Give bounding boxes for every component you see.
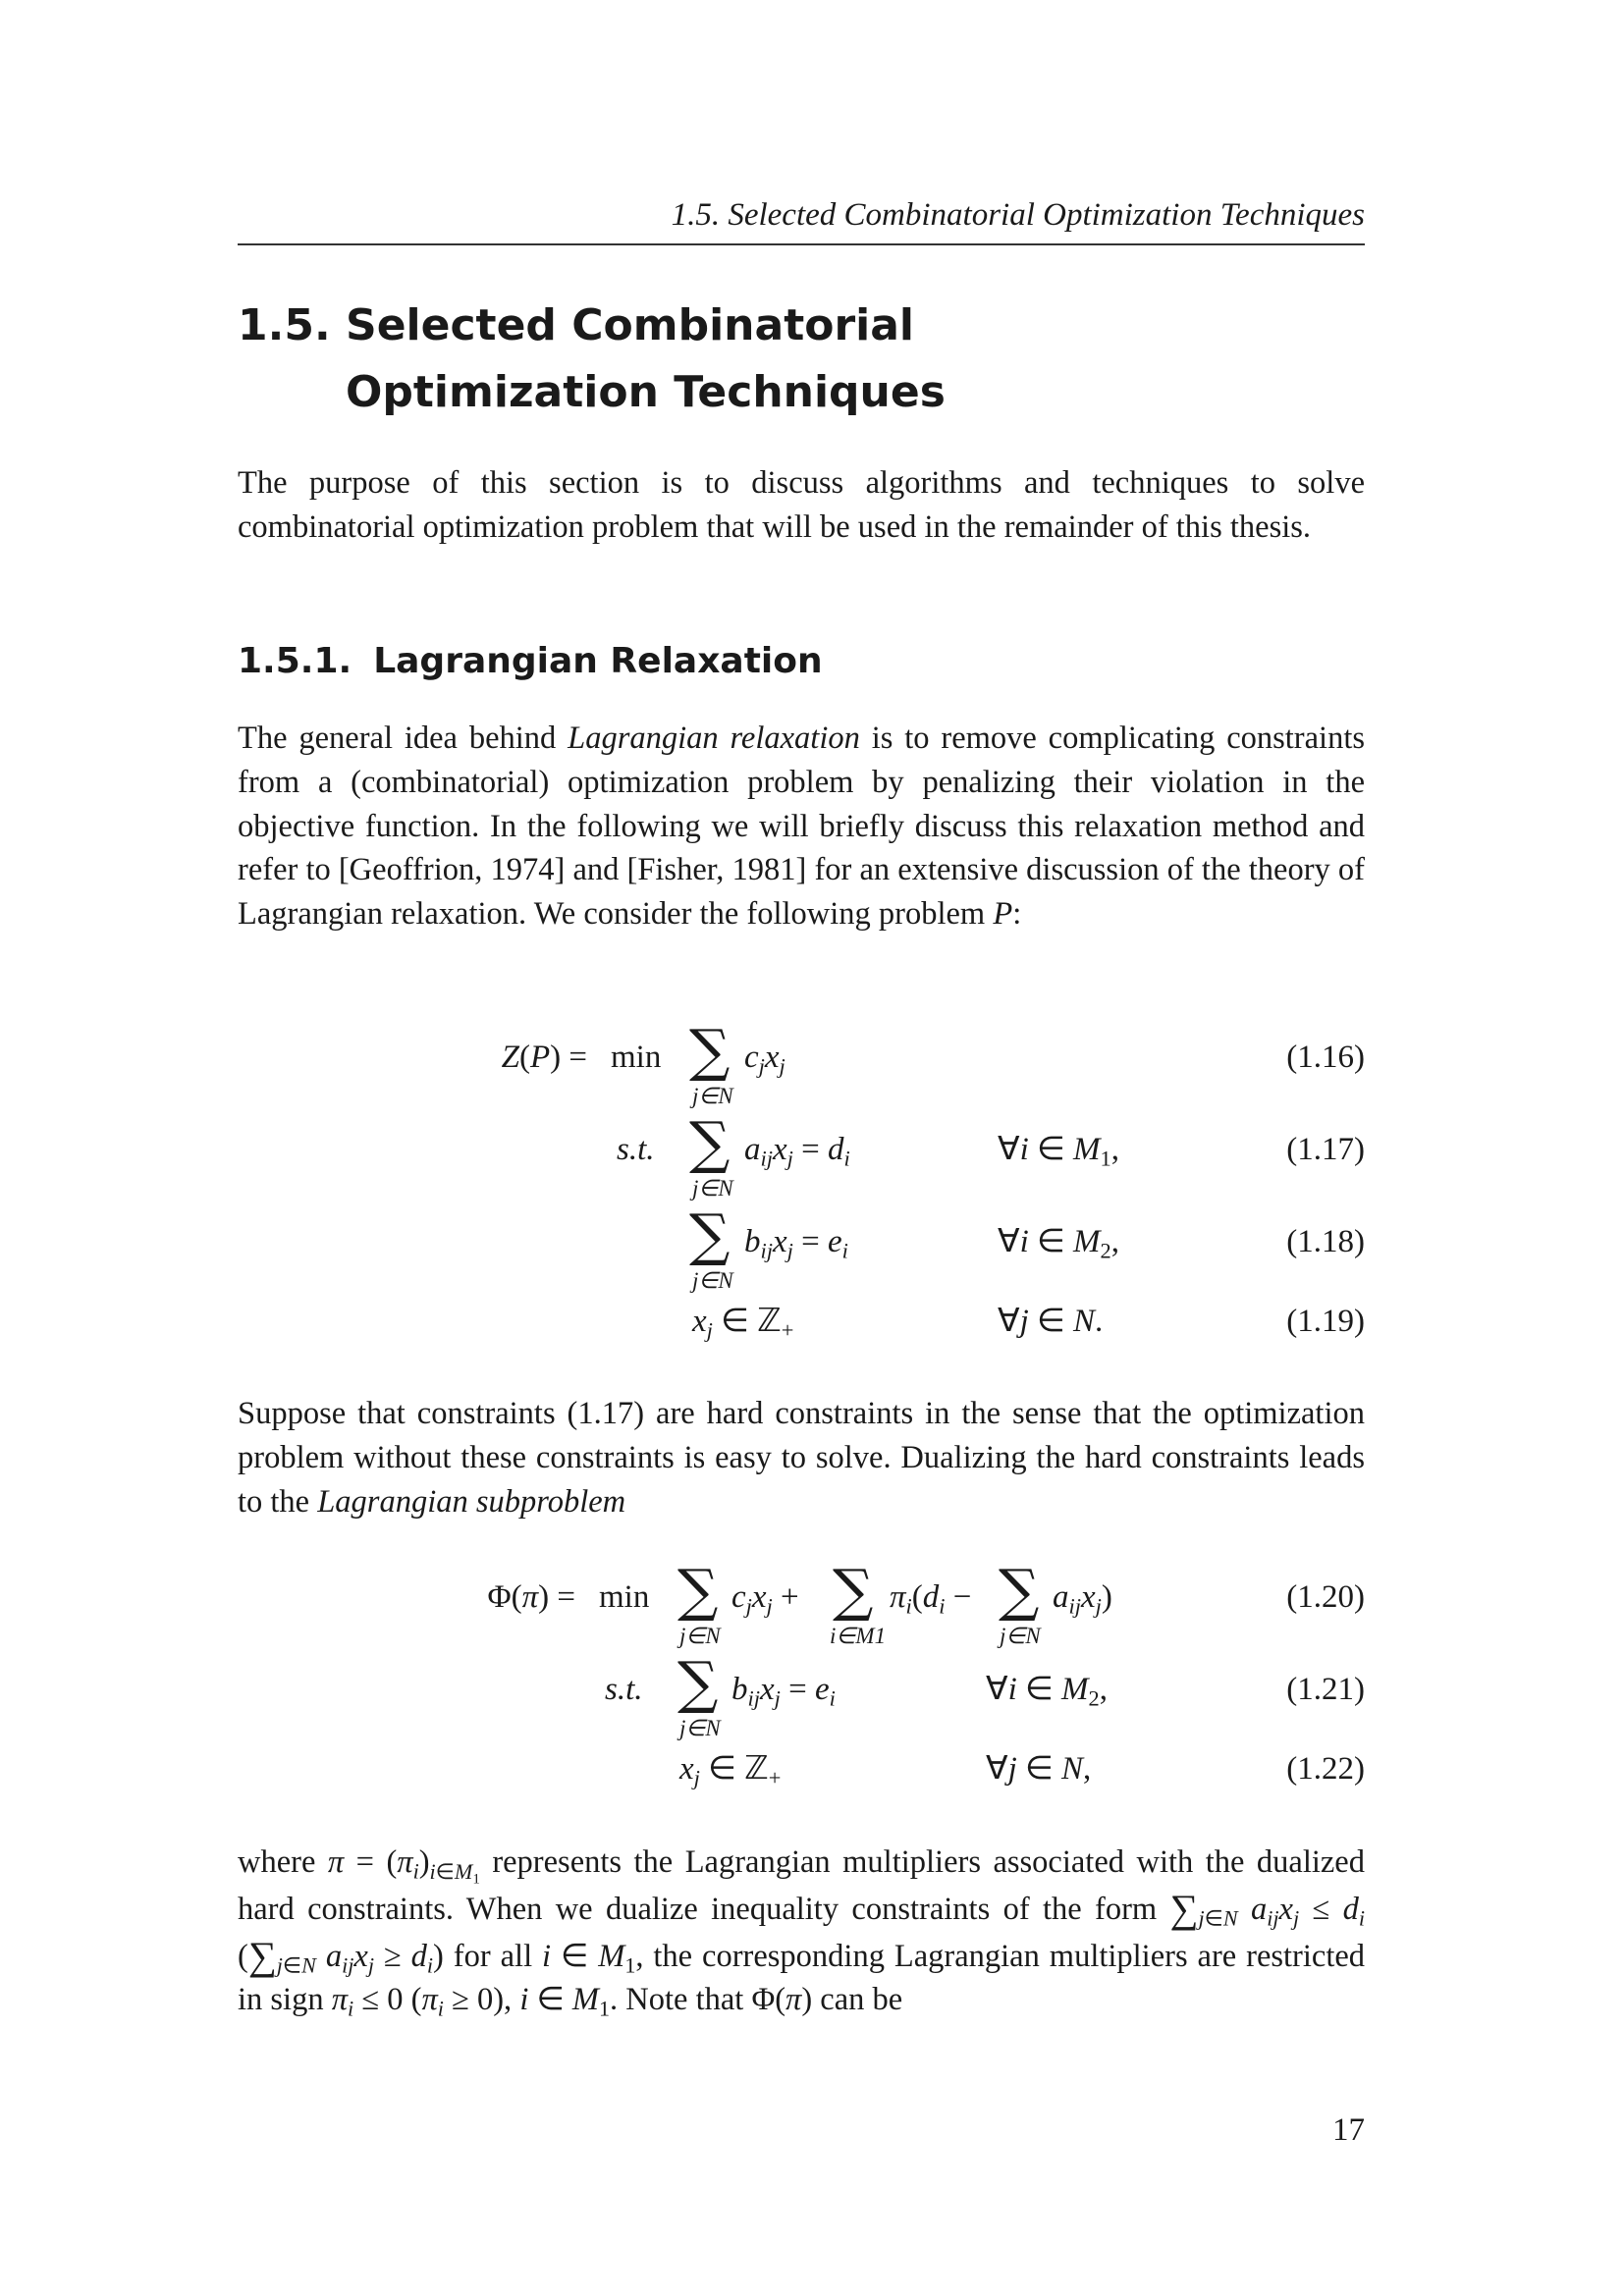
eq-expr-1-18: $b_{ij}x_j = e_i$ <box>744 1224 848 1263</box>
eq-cond-1-19: ∀j ∈ N. <box>998 1304 1104 1339</box>
eq-min: min <box>611 1040 662 1075</box>
sum-limit: j∈N <box>692 1084 733 1108</box>
section-title: Selected Combinatorial Optimization Techniques <box>346 300 946 417</box>
sum-symbol: ∑ <box>677 1649 719 1716</box>
eq-min: min <box>599 1579 650 1615</box>
eq-number: (1.19) <box>1286 1304 1365 1339</box>
sum-symbol: ∑ <box>833 1557 874 1624</box>
eq-lhs-ZP: Z(P) = <box>501 1040 587 1075</box>
eq-number: (1.17) <box>1286 1132 1365 1167</box>
emphasis-lagrangian-relaxation: Lagrangian relaxation <box>568 721 860 756</box>
sum-limit: j∈N <box>1000 1624 1041 1648</box>
sum-limit: i∈M1 <box>830 1624 887 1648</box>
paragraph-hard-constraints <box>238 1392 1365 1523</box>
text-run: is to remove complicating constraints from a (combinatorial) optimization problem by penalizing their violation in the objective function. In the following we will briefly discuss this relaxation method and refer to [Geoffrion, 1974] and [Fisher, 1981] for an extensive discussion of the theory of Lagrangian relaxation. We consider the following problem <box>238 721 1365 933</box>
section-intro: The purpose of this section is to discuss algorithms and techniques to solve combinatorial optimization problem that will be used in the remainder of this thesis. <box>238 465 1365 545</box>
eq-term-ax: $a_{ij}x_j$) <box>1053 1579 1112 1619</box>
header-rule <box>238 243 1365 245</box>
sum-limit: j∈N <box>679 1624 721 1648</box>
sum-symbol: ∑ <box>999 1557 1040 1624</box>
sum-symbol: ∑ <box>689 1017 731 1084</box>
eq-lhs-Phi: Φ(π) = <box>487 1579 575 1615</box>
sum-symbol: ∑ <box>689 1109 731 1176</box>
text-run: Suppose that constraints (1.17) are hard constraints in the sense that the optimization problem without these constraints is easy to solve. Dualizing the hard constraints leads to the <box>238 1396 1365 1520</box>
eq-term-pi: $\pi_i(d_i$ − <box>890 1579 972 1619</box>
subsection-number: 1.5.1. <box>238 641 352 681</box>
sum-limit: j∈N <box>692 1176 733 1201</box>
eq-number: (1.21) <box>1286 1672 1365 1707</box>
eq-cond-1-18: ∀i ∈ $M_2$, <box>998 1224 1119 1263</box>
eq-st: s.t. <box>617 1132 655 1167</box>
section-number: 1.5. <box>238 300 331 350</box>
subsection-heading <box>238 638 823 685</box>
page-number: 17 <box>1332 2112 1365 2148</box>
emphasis-lagrangian-subproblem: Lagrangian subproblem <box>317 1483 626 1520</box>
math-var-P: P <box>993 896 1013 933</box>
text-run: The general idea behind <box>238 721 568 756</box>
eq-cond-1-17: ∀i ∈ $M_1$, <box>998 1132 1119 1171</box>
eq-cond-1-22: ∀j ∈ N, <box>986 1751 1092 1787</box>
eq-number: (1.22) <box>1286 1751 1365 1787</box>
eq-number: (1.16) <box>1286 1040 1365 1075</box>
eq-expr-1-19: $x_j$ ∈ ℤ$_+$ <box>692 1304 794 1343</box>
section-heading <box>238 293 1365 426</box>
sum-symbol: ∑ <box>677 1557 719 1624</box>
sum-limit: j∈N <box>692 1268 733 1293</box>
eq-term-cx: $c_jx_j$ + <box>731 1579 799 1619</box>
eq-expr-1-22: $x_j$ ∈ ℤ$_+$ <box>679 1751 782 1790</box>
text-run: : <box>1012 896 1022 933</box>
eq-expr-1-21: $b_{ij}x_j = e_i$ <box>731 1672 836 1711</box>
eq-cond-1-21: ∀i ∈ $M_2$, <box>986 1672 1108 1711</box>
eq-expr-1-16: $c_jx_j$ <box>744 1040 785 1079</box>
sum-limit: j∈N <box>679 1716 721 1740</box>
eq-number: (1.18) <box>1286 1224 1365 1259</box>
paragraph-multipliers: where $\pi = (\pi_i)_{i\in M_1}$ represents the Lagrangian multipliers associated with the dualized hard constraints. When we dualize inequality constraints of the form $\sum_{j\in N}$ $a_{ij}x_j \le d_i$ ($\sum_{j\in N}$ $a_{ij}x_j \ge d_i$) for all i ∈ $M_1$, the corresponding Lagrangian multipliers are restricted in sign $\pi_i \le 0$ $(\pi_i \ge 0)$, i ∈ $M_1$. Note that Φ(π) can be <box>238 1844 1366 2022</box>
eq-number: (1.20) <box>1286 1579 1365 1615</box>
subsection-title: Lagrangian Relaxation <box>373 641 823 681</box>
running-head: 1.5. Selected Combinatorial Optimization Techniques <box>671 197 1365 233</box>
paragraph-lagrangian-intro <box>238 717 1365 936</box>
sum-symbol: ∑ <box>689 1201 731 1268</box>
eq-st: s.t. <box>605 1672 643 1707</box>
eq-expr-1-17: $a_{ij}x_j = d_i$ <box>744 1132 850 1171</box>
